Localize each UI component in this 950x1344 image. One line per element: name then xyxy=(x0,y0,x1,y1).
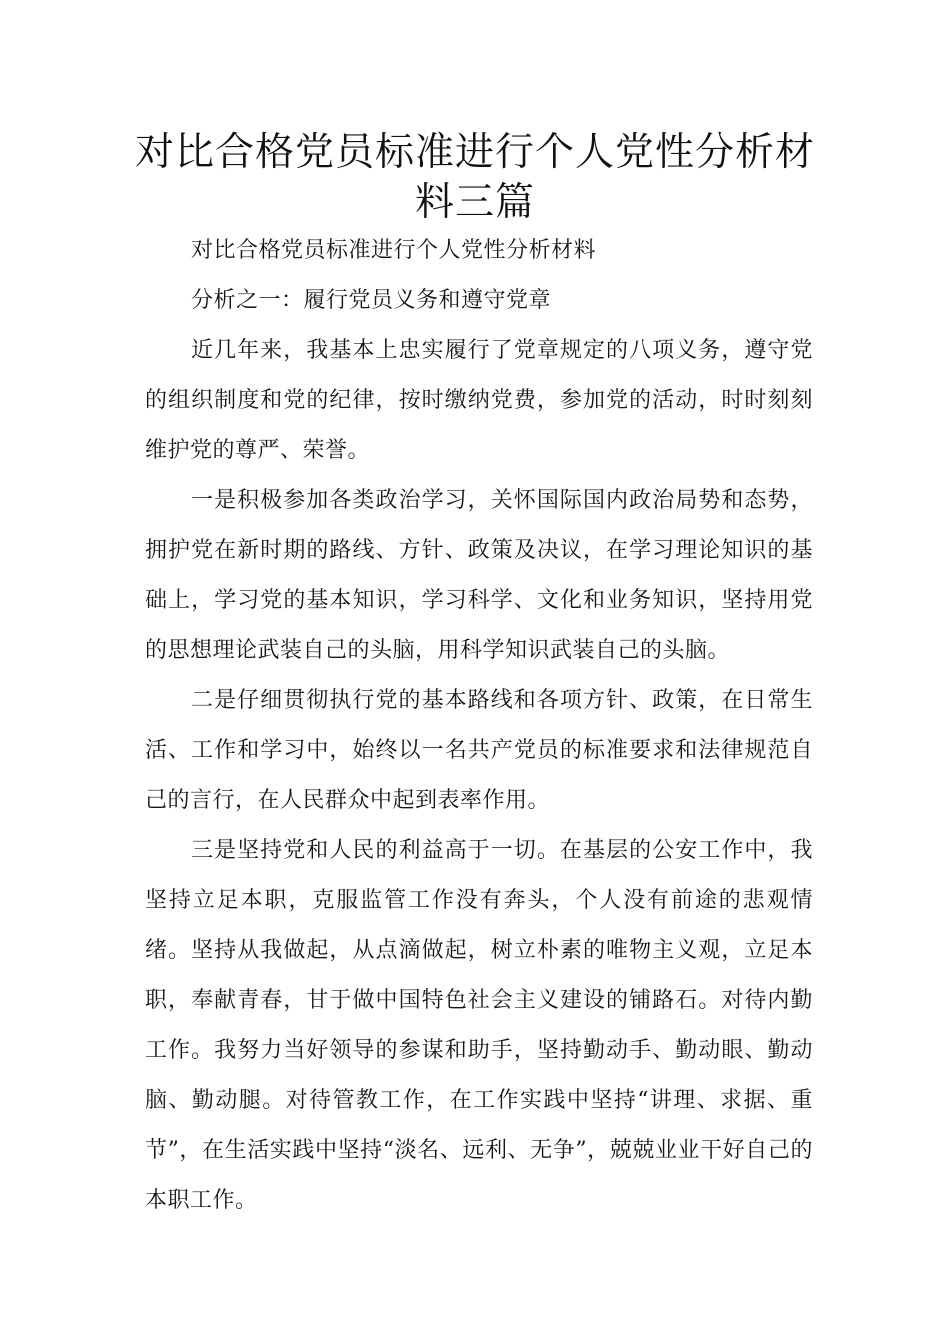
section-heading: 分析之一：履行党员义务和遵守党章 xyxy=(191,288,552,313)
paragraph: 近几年来，我基本上忠实履行了党章规定的八项义务，遵守党的组织制度和党的纪律，按时缴纳党费，参加党的活动，时时刻刻维护党的尊严、荣誉。 xyxy=(145,338,813,463)
paragraph: 一是积极参加各类政治学习，关怀国际国内政治局势和态势，拥护党在新时期的路线、方针、政策及决议，在学习理论知识的基础上，学习党的基本知识，学习科学、文化和业务知识，坚持用党的思想理论武装自己的头脑，用科学知识武装自己的头脑。 xyxy=(145,488,813,663)
document-title: 对比合格党员标准进行个人党性分析材料三篇 xyxy=(134,130,815,225)
document-body xyxy=(145,226,813,1226)
document-subtitle: 对比合格党员标准进行个人党性分析材料 xyxy=(191,238,597,263)
paragraph: 二是仔细贯彻执行党的基本路线和各项方针、政策，在日常生活、工作和学习中，始终以一名共产党员的标准要求和法律规范自己的言行，在人民群众中起到表率作用。 xyxy=(145,688,813,813)
paragraph: 三是坚持党和人民的利益高于一切。在基层的公安工作中，我坚持立足本职，克服监管工作没有奔头，个人没有前途的悲观情绪。坚持从我做起，从点滴做起，树立朴素的唯物主义观，立足本职，奉献青春，甘于做中国特色社会主义建设的铺路石。对待内勤工作。我努力当好领导的参谋和助手，坚持勤动手、勤动眼、勤动脑、勤动腿。对待管教工作，在工作实践中坚持“讲理、求据、重节”，在生活实践中坚持“淡名、远利、无争”，兢兢业业干好自己的本职工作。 xyxy=(145,838,813,1213)
